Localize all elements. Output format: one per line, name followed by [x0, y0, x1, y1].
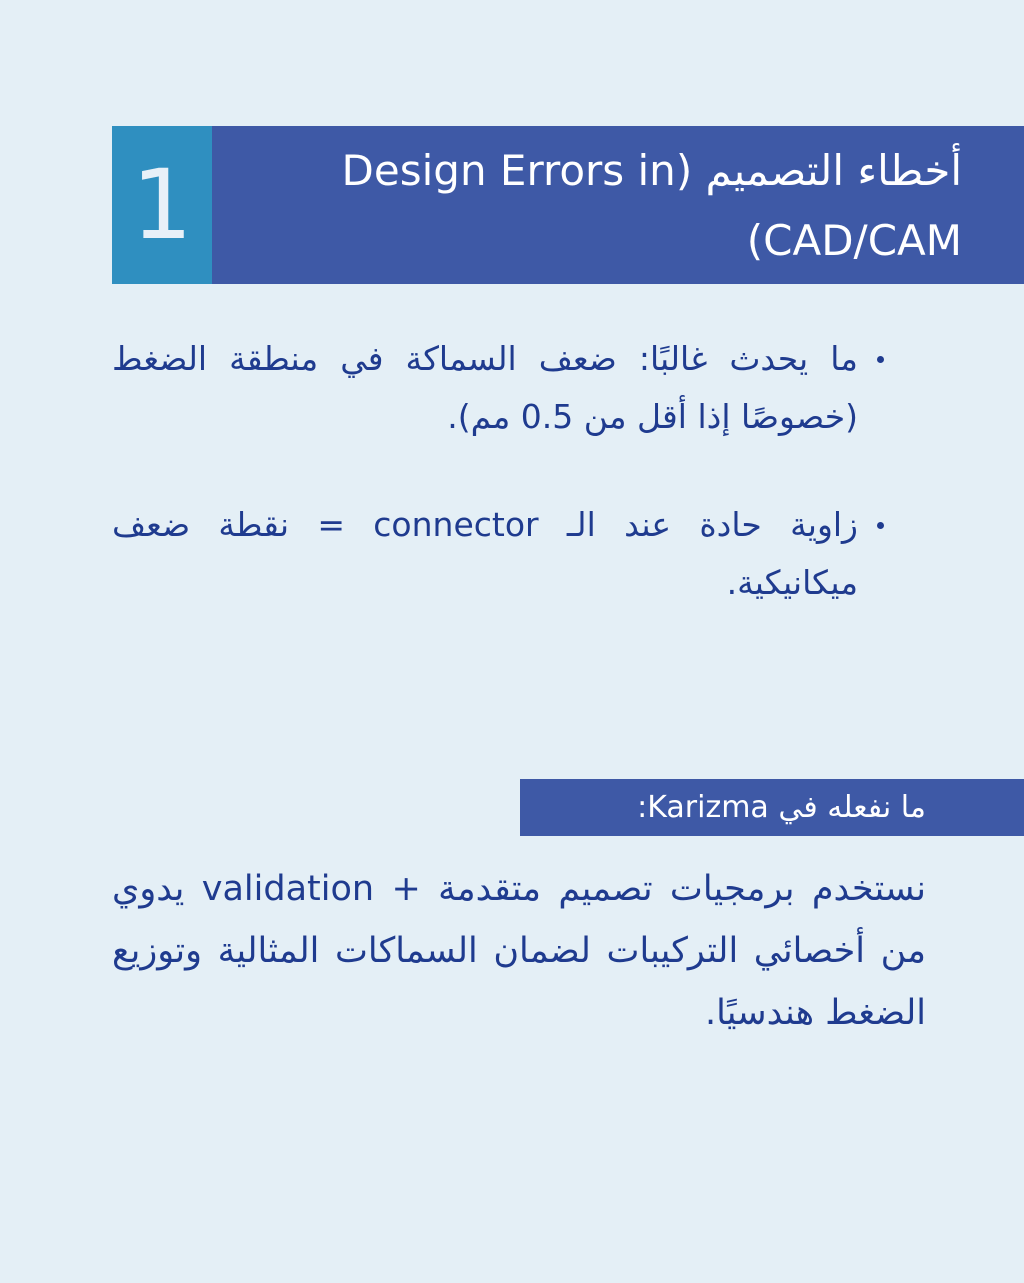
bullet-item: [112, 496, 902, 612]
bullet-item: [112, 330, 902, 446]
bullet-text: ما يحدث غالبًا: ضعف السماكة في منطقة الضغط (خصوصًا إذا أقل من 0.5 مم).: [112, 339, 858, 436]
section-number: 1: [112, 126, 212, 284]
karizma-label: ما نفعله في Karizma:: [637, 790, 926, 825]
bullet-list: [112, 330, 902, 662]
bullet-dot-icon: [877, 356, 884, 363]
bullet-text: زاوية حادة عند الـ connector = نقطة ضعف ميكانيكية.: [112, 505, 858, 602]
section-title: أخطاء التصميم (Design Errors in CAD/CAM): [341, 146, 962, 265]
karizma-description: نستخدم برمجيات تصميم متقدمة + validation يدوي من أخصائي التركيبات لضمان السماكات المثالية وتوزيع الضغط هندسيًا.: [112, 869, 926, 1033]
bullet-dot-icon: [877, 522, 884, 529]
karizma-label-band: [520, 779, 1024, 836]
